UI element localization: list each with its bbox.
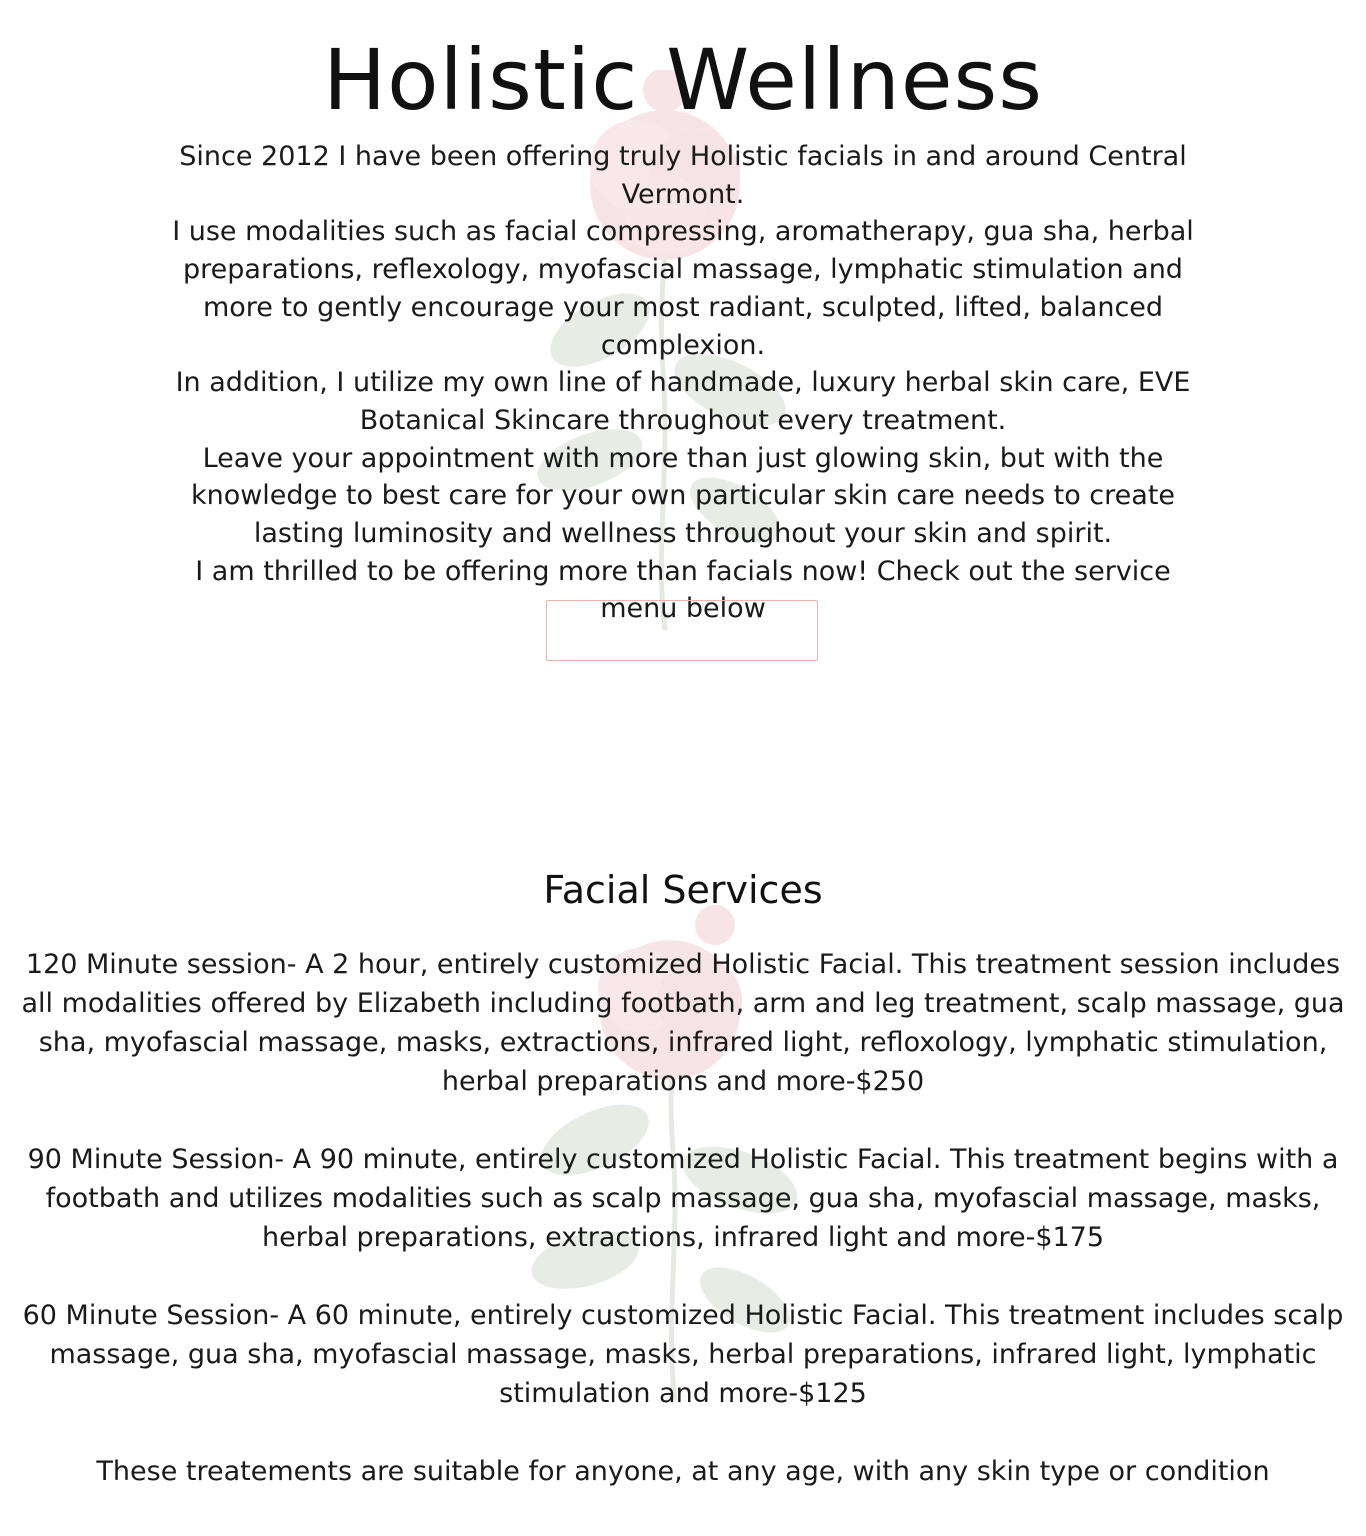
intro-text: [163, 138, 1203, 628]
service-item-90-minute: 90 Minute Session- A 90 minute, entirely customized Holistic Facial. This treatment begins with a footbath and utilizes modalities such as scalp massage, gua sha, myofascial massage, masks, herbal preparations, extractions, infrared light and more-$175: [27, 1144, 1339, 1253]
intro-paragraph: Leave your appointment with more than just glowing skin, but with the knowledge to best care for your own particular skin care needs to create lasting luminosity and wellness throughout your skin and spirit.: [190, 442, 1176, 550]
facial-services-heading: Facial Services: [543, 868, 823, 912]
service-item-120-minute: 120 Minute session- A 2 hour, entirely customized Holistic Facial. This treatment session includes all modalities offered by Elizabeth including footbath, arm and leg treatment, scalp massage, gua sha, myofascial massage, masks, extractions, infrared light, refloxology, lymphatic stimulation, herbal preparations and more-$250: [21, 949, 1345, 1097]
intro-paragraph: I use modalities such as facial compressing, aromatherapy, gua sha, herbal preparations, reflexology, myofascial massage, lymphatic stimulation and more to gently encourage your most radiant, sculpted, lifted, balanced complexion.: [172, 216, 1194, 361]
facial-services-list: [8, 945, 1358, 1491]
intro-paragraph: In addition, I utilize my own line of handmade, luxury herbal skin care, EVE Botanical Skincare throughout every treatment.: [175, 367, 1191, 436]
intro-paragraph: I am thrilled to be offering more than facials now! Check out the service menu below: [195, 555, 1171, 625]
hero-section: [0, 0, 1366, 130]
service-item-60-minute: 60 Minute Session- A 60 minute, entirely customized Holistic Facial. This treatment includes scalp massage, gua sha, myofascial massage, masks, herbal preparations, infrared light, lymphatic stimulation and more-$125: [22, 1300, 1344, 1409]
service-menu-button[interactable]: [546, 600, 818, 661]
page-title: Holistic Wellness: [322, 31, 1044, 129]
intro-paragraph: Since 2012 I have been offering truly Holistic facials in and around Central Vermont.: [179, 141, 1187, 210]
services-note: These treatements are suitable for anyone, at any age, with any skin type or condition: [96, 1456, 1270, 1487]
